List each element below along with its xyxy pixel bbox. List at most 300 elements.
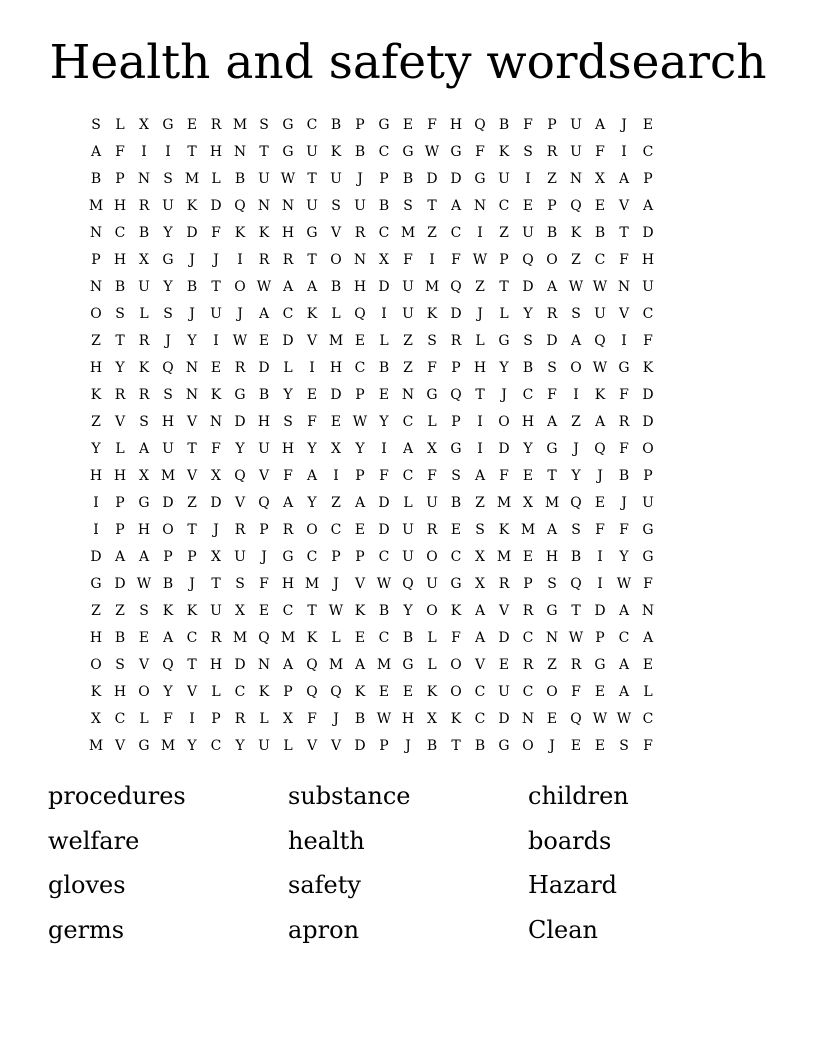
grid-letter: L [331,306,341,322]
grid-row [84,328,732,355]
grid-letter: Z [547,657,557,673]
grid-letter: X [283,711,293,727]
grid-letter: O [330,252,342,268]
grid-letter: V [330,225,342,241]
grid-letter: S [235,576,245,592]
grid-letter: E [186,117,198,133]
grid-letter: U [354,198,366,214]
grid-letter: I [165,144,171,160]
grid-letter: Q [570,198,582,214]
grid-letter: C [450,225,462,241]
grid-letter: Q [570,576,582,592]
grid-letter: I [597,549,603,565]
grid-row [84,544,732,571]
grid-letter: Y [187,333,197,349]
grid-letter: G [282,549,294,565]
word-list-item: Hazard [528,871,618,899]
grid-letter: H [281,441,295,457]
grid-letter: W [424,144,440,160]
grid-letter: A [90,144,102,160]
grid-letter: D [642,225,654,241]
grid-letter: F [283,468,293,484]
grid-letter: S [403,198,413,214]
grid-letter: A [258,306,270,322]
grid-letter: F [427,468,437,484]
grid-letter: H [281,576,295,592]
grid-letter: I [381,306,387,322]
grid-letter: M [88,198,104,214]
grid-letter: R [546,144,558,160]
grid-letter: V [138,657,150,673]
grid-row [84,112,732,139]
grid-letter: M [328,333,344,349]
word-list-item: children [528,782,629,810]
word-list-item: germs [48,915,125,944]
grid-letter: U [594,306,606,322]
grid-letter: M [232,117,248,133]
grid-letter: Y [379,414,389,430]
grid-letter: T [187,441,197,457]
grid-letter: L [643,684,653,700]
grid-letter: S [547,360,557,376]
grid-letter: L [499,306,509,322]
grid-letter: J [189,306,195,322]
grid-letter: W [592,279,608,295]
grid-letter: Y [235,441,245,457]
grid-letter: Q [162,657,174,673]
grid-letter: N [185,360,199,376]
grid-letter: O [426,603,438,619]
grid-letter: F [211,441,221,457]
grid-letter: X [211,549,221,565]
grid-letter: L [427,657,437,673]
grid-letter: N [521,711,535,727]
grid-letter: Q [234,198,246,214]
grid-letter: K [258,225,270,241]
grid-letter: N [617,279,631,295]
grid-letter: G [546,603,558,619]
grid-letter: U [258,441,270,457]
grid-letter: O [426,549,438,565]
grid-letter: T [571,603,581,619]
grid-letter: T [187,657,197,673]
grid-letter: R [498,576,510,592]
grid-letter: J [261,549,267,565]
grid-letter: W [256,279,272,295]
grid-row [84,463,732,490]
grid-letter: T [475,387,485,403]
grid-letter: J [333,711,339,727]
grid-letter: X [91,711,101,727]
grid-letter: J [213,522,219,538]
grid-letter: D [354,738,366,754]
grid-letter: C [642,711,654,727]
grid-letter: J [189,576,195,592]
grid-letter: K [426,684,438,700]
grid-letter: G [402,144,414,160]
letter-grid [84,112,732,760]
grid-row [84,139,732,166]
grid-letter: X [235,603,245,619]
grid-letter: G [426,387,438,403]
grid-letter: U [642,279,654,295]
grid-letter: Y [307,441,317,457]
grid-letter: D [450,306,462,322]
grid-row [84,166,732,193]
grid-letter: M [304,576,320,592]
grid-letter: N [257,657,271,673]
grid-letter: E [522,549,534,565]
grid-letter: Q [306,684,318,700]
grid-letter: Q [330,684,342,700]
grid-letter: Z [475,495,485,511]
grid-letter: G [138,738,150,754]
grid-letter: E [522,468,534,484]
grid-letter: Y [403,603,413,619]
grid-letter: U [642,495,654,511]
grid-letter: I [93,495,99,511]
grid-letter: V [330,738,342,754]
grid-letter: P [643,171,653,187]
grid-letter: M [160,738,176,754]
grid-letter: P [595,630,605,646]
grid-letter: A [306,279,318,295]
grid-letter: K [306,306,318,322]
grid-letter: I [381,441,387,457]
grid-letter: Z [403,333,413,349]
grid-letter: D [498,441,510,457]
grid-letter: A [618,684,630,700]
grid-letter: C [522,630,534,646]
grid-letter: B [522,360,534,376]
grid-letter: Q [570,711,582,727]
grid-letter: V [186,414,198,430]
grid-letter: C [186,630,198,646]
grid-letter: D [114,576,126,592]
grid-row [84,355,732,382]
grid-letter: S [331,198,341,214]
grid-letter: A [618,171,630,187]
grid-letter: E [450,522,462,538]
grid-letter: R [234,360,246,376]
grid-letter: N [353,252,367,268]
grid-letter: C [378,144,390,160]
grid-letter: B [378,198,390,214]
grid-letter: R [234,522,246,538]
grid-letter: F [619,522,629,538]
grid-letter: V [354,576,366,592]
grid-letter: B [330,117,342,133]
grid-row [84,409,732,436]
grid-letter: G [162,117,174,133]
grid-letter: P [187,549,197,565]
grid-letter: P [643,468,653,484]
grid-letter: K [162,603,174,619]
grid-letter: Y [163,279,173,295]
grid-letter: K [234,225,246,241]
grid-letter: L [115,117,125,133]
grid-letter: G [306,225,318,241]
grid-letter: L [211,684,221,700]
grid-letter: J [477,306,483,322]
grid-letter: A [594,117,606,133]
grid-letter: B [402,171,414,187]
grid-letter: D [450,171,462,187]
grid-letter: C [114,225,126,241]
grid-letter: Z [91,333,101,349]
grid-letter: J [189,252,195,268]
grid-letter: B [258,387,270,403]
grid-letter: R [618,414,630,430]
grid-letter: Q [258,630,270,646]
grid-letter: D [498,711,510,727]
grid-letter: E [354,630,366,646]
grid-letter: D [234,657,246,673]
grid-row [84,382,732,409]
grid-letter: X [475,576,485,592]
grid-letter: A [282,495,294,511]
grid-letter: U [402,549,414,565]
grid-letter: P [331,549,341,565]
grid-letter: I [309,360,315,376]
grid-letter: Q [594,441,606,457]
grid-letter: C [330,522,342,538]
grid-letter: W [592,711,608,727]
grid-letter: S [427,333,437,349]
grid-letter: B [138,225,150,241]
grid-letter: U [426,576,438,592]
grid-row [84,193,732,220]
grid-letter: Y [115,360,125,376]
grid-letter: K [186,198,198,214]
grid-letter: F [211,225,221,241]
grid-letter: M [496,549,512,565]
grid-letter: P [91,252,101,268]
grid-letter: Z [475,279,485,295]
word-list-item: health [288,826,365,855]
grid-letter: T [211,279,221,295]
grid-letter: A [138,549,150,565]
grid-letter: B [114,279,126,295]
grid-letter: V [234,495,246,511]
grid-letter: H [137,522,151,538]
grid-letter: Y [187,738,197,754]
grid-letter: I [141,144,147,160]
grid-letter: B [186,279,198,295]
grid-letter: L [283,360,293,376]
grid-letter: L [259,711,269,727]
grid-letter: P [547,117,557,133]
grid-letter: V [474,657,486,673]
grid-letter: F [403,252,413,268]
grid-letter: H [113,198,127,214]
grid-letter: I [597,576,603,592]
grid-letter: F [451,252,461,268]
grid-letter: S [91,117,101,133]
grid-letter: E [258,603,270,619]
grid-letter: S [523,144,533,160]
grid-letter: U [162,441,174,457]
grid-letter: G [594,657,606,673]
grid-letter: Z [571,414,581,430]
grid-letter: T [187,144,197,160]
grid-letter: U [210,306,222,322]
grid-letter: A [546,279,558,295]
grid-letter: P [211,711,221,727]
grid-letter: Z [331,495,341,511]
grid-letter: J [597,468,603,484]
grid-letter: H [161,414,175,430]
grid-letter: I [429,252,435,268]
grid-letter: J [549,738,555,754]
grid-letter: T [547,468,557,484]
grid-letter: F [619,252,629,268]
grid-letter: F [163,711,173,727]
grid-letter: Q [522,252,534,268]
grid-letter: U [138,279,150,295]
grid-letter: R [282,252,294,268]
grid-letter: C [306,549,318,565]
grid-letter: Z [187,495,197,511]
grid-letter: O [450,684,462,700]
grid-letter: H [89,468,103,484]
grid-letter: Q [450,387,462,403]
grid-letter: C [114,711,126,727]
grid-letter: Z [91,414,101,430]
grid-letter: S [283,414,293,430]
grid-letter: Q [402,576,414,592]
grid-letter: D [642,414,654,430]
grid-letter: U [234,549,246,565]
grid-letter: K [570,225,582,241]
grid-row [84,598,732,625]
grid-letter: A [474,630,486,646]
word-list-item: substance [288,782,411,810]
page-title: Health and safety wordsearch [49,35,767,90]
grid-letter: M [328,657,344,673]
grid-letter: A [162,630,174,646]
grid-letter: R [546,306,558,322]
grid-letter: G [474,171,486,187]
grid-letter: I [333,468,339,484]
grid-letter: F [547,387,557,403]
grid-letter: E [642,657,654,673]
grid-letter: C [642,306,654,322]
grid-letter: D [282,333,294,349]
grid-letter: L [139,711,149,727]
grid-letter: W [568,279,584,295]
grid-letter: D [426,171,438,187]
grid-letter: W [352,414,368,430]
grid-letter: D [210,495,222,511]
grid-letter: S [259,117,269,133]
grid-letter: C [306,117,318,133]
grid-letter: K [498,144,510,160]
grid-letter: S [139,414,149,430]
grid-letter: G [282,144,294,160]
grid-letter: J [333,576,339,592]
grid-letter: Q [234,468,246,484]
grid-letter: R [570,657,582,673]
grid-letter: J [165,333,171,349]
grid-letter: P [355,468,365,484]
grid-letter: U [498,684,510,700]
grid-letter: T [619,225,629,241]
grid-letter: E [354,522,366,538]
grid-letter: W [136,576,152,592]
grid-letter: C [618,630,630,646]
grid-letter: E [258,333,270,349]
grid-letter: U [402,306,414,322]
grid-letter: U [258,171,270,187]
grid-letter: K [330,144,342,160]
grid-letter: P [379,171,389,187]
grid-letter: K [186,603,198,619]
grid-letter: F [499,468,509,484]
grid-letter: C [474,684,486,700]
grid-letter: A [354,657,366,673]
grid-letter: E [642,117,654,133]
grid-letter: M [232,630,248,646]
grid-letter: J [573,441,579,457]
grid-letter: E [354,333,366,349]
grid-letter: V [258,468,270,484]
grid-letter: E [378,684,390,700]
grid-letter: Z [403,360,413,376]
grid-letter: B [546,225,558,241]
grid-letter: O [522,738,534,754]
grid-letter: Z [115,603,125,619]
grid-letter: Z [91,603,101,619]
grid-letter: V [618,306,630,322]
grid-letter: Y [283,387,293,403]
grid-letter: N [281,198,295,214]
grid-letter: B [378,603,390,619]
grid-letter: F [595,144,605,160]
grid-letter: W [472,252,488,268]
grid-letter: D [642,387,654,403]
grid-letter: T [427,198,437,214]
grid-letter: Y [163,225,173,241]
grid-letter: C [402,414,414,430]
grid-letter: B [234,171,246,187]
grid-letter: S [163,171,173,187]
grid-letter: P [355,387,365,403]
grid-letter: S [115,657,125,673]
grid-letter: C [378,225,390,241]
grid-letter: V [114,414,126,430]
grid-letter: B [570,549,582,565]
grid-letter: F [475,144,485,160]
grid-letter: X [211,468,221,484]
grid-letter: I [477,225,483,241]
grid-letter: Z [499,225,509,241]
grid-letter: F [643,738,653,754]
grid-letter: U [402,522,414,538]
grid-letter: A [618,603,630,619]
grid-letter: K [138,360,150,376]
grid-letter: H [209,657,223,673]
grid-letter: F [115,144,125,160]
grid-letter: V [114,738,126,754]
grid-letter: M [496,495,512,511]
grid-letter: T [115,333,125,349]
grid-letter: K [306,630,318,646]
grid-letter: P [355,549,365,565]
grid-letter: Q [450,279,462,295]
grid-letter: G [282,117,294,133]
grid-letter: T [187,522,197,538]
